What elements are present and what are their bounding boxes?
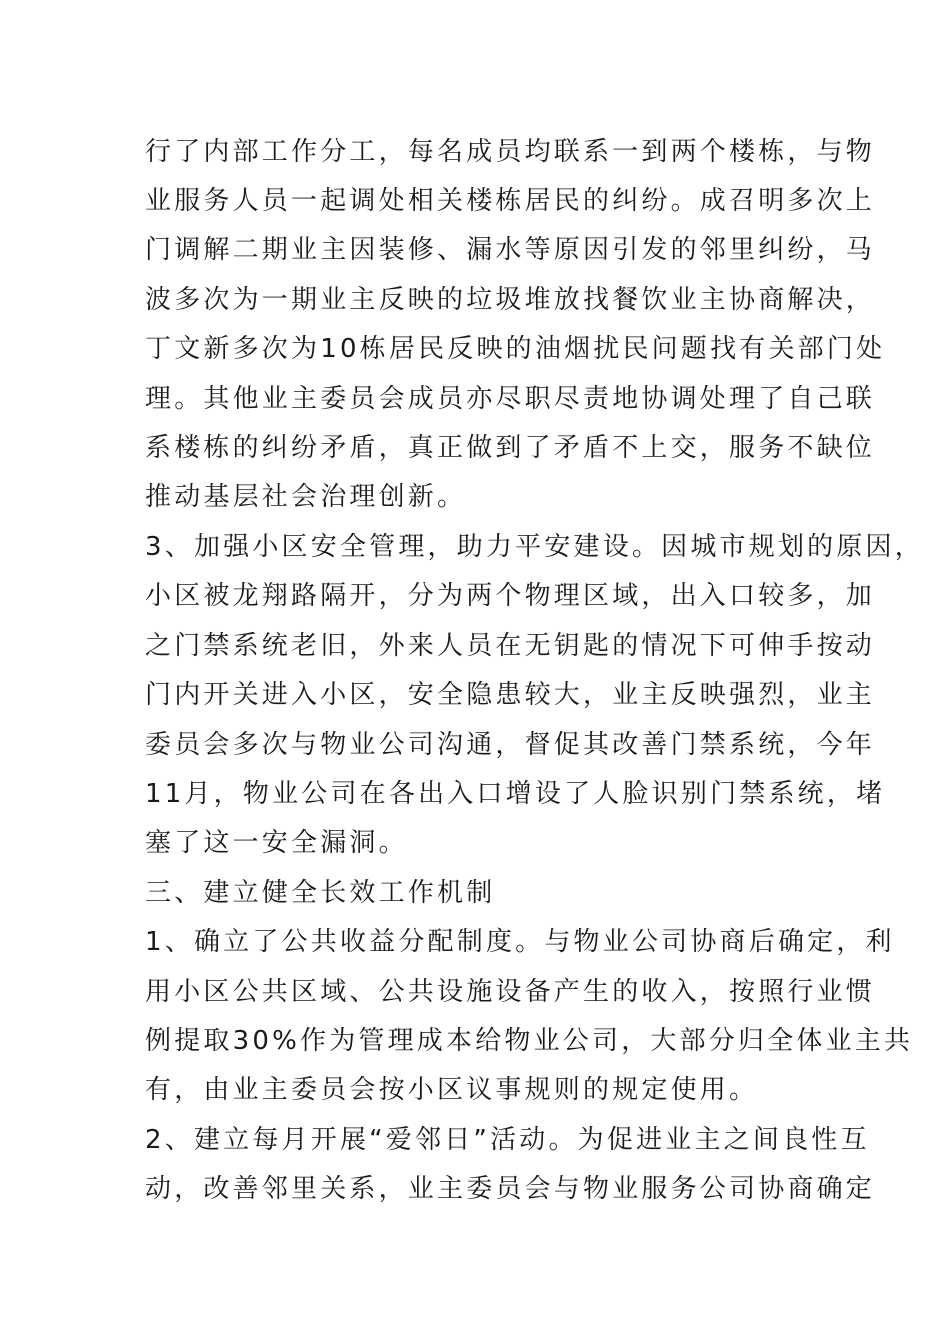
text-line: 委员会多次与物业公司沟通，督促其改善门禁系统，今年	[145, 730, 876, 760]
text-line: 小区被龙翔路隔开，分为两个物理区域，出入口较多，加	[145, 581, 876, 611]
text-line: 系楼栋的纠纷矛盾，真正做到了矛盾不上交，服务不缺位	[145, 433, 876, 463]
text-line: 塞了这一安全漏洞。	[145, 828, 408, 858]
text-line: 11月，物业公司在各出入口增设了人脸识别门禁系统，堵	[145, 779, 886, 809]
text-line: 业服务人员一起调处相关楼栋居民的纠纷。成召明多次上	[145, 186, 876, 216]
text-line: 推动基层社会治理创新。	[145, 482, 467, 512]
text-line: 2、建立每月开展“爱邻日”活动。为促进业主之间良性互	[145, 1125, 870, 1155]
text-line: 3、加强小区安全管理，助力平安建设。因城市规划的原因，	[145, 532, 924, 562]
text-line: 动，改善邻里关系，业主委员会与物业服务公司协商确定	[145, 1174, 876, 1204]
text-line: 例提取30%作为管理成本给物业公司，大部分归全体业主共	[145, 1026, 914, 1056]
text-line: 之门禁系统老旧，外来人员在无钥匙的情况下可伸手按动	[145, 631, 876, 661]
text-line: 行了内部工作分工，每名成员均联系一到两个楼栋，与物	[145, 137, 876, 167]
text-line: 1、确立了公共收益分配制度。与物业公司协商后确定，利	[145, 927, 895, 957]
text-line: 门调解二期业主因装修、漏水等原因引发的邻里纠纷，马	[145, 235, 876, 265]
text-line: 门内开关进入小区，安全隐患较大，业主反映强烈，业主	[145, 680, 876, 710]
text-line: 理。其他业主委员会成员亦尽职尽责地协调处理了自己联	[145, 384, 876, 414]
text-line: 波多次为一期业主反映的垃圾堆放找餐饮业主协商解决，	[145, 285, 876, 315]
text-line: 丁文新多次为10栋居民反映的油烟扰民问题找有关部门处	[145, 334, 886, 364]
section-heading: 三、建立健全长效工作机制	[145, 878, 496, 908]
text-line: 有，由业主委员会按小区议事规则的规定使用。	[145, 1075, 759, 1105]
text-line: 用小区公共区域、公共设施设备产生的收入，按照行业惯	[145, 977, 876, 1007]
